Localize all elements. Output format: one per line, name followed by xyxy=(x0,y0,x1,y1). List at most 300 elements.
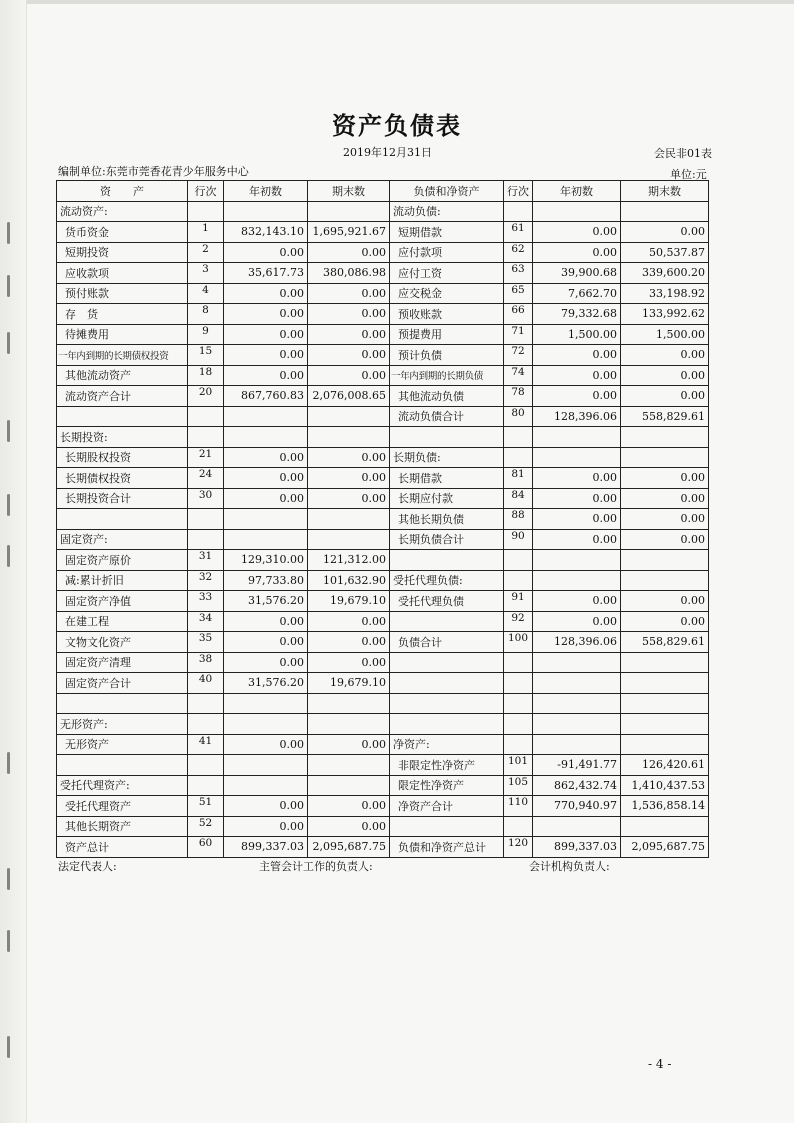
liability-line-no xyxy=(504,447,533,468)
asset-item xyxy=(57,755,188,776)
asset-ending-value xyxy=(308,201,390,222)
asset-beginning-value: 0.00 xyxy=(224,611,308,632)
reporting-unit: 编制单位:东莞市莞香花青少年服务中心 xyxy=(58,165,249,178)
table-row xyxy=(57,324,709,345)
table-row xyxy=(57,468,709,489)
asset-ending-value: 0.00 xyxy=(308,468,390,489)
liability-item: 负债合计 xyxy=(390,632,504,653)
liability-line-no: 91 xyxy=(504,591,533,612)
asset-ending-value: 0.00 xyxy=(308,816,390,837)
asset-beginning-value xyxy=(224,775,308,796)
liability-item xyxy=(390,550,504,571)
liability-item: 长期借款 xyxy=(390,468,504,489)
liability-item xyxy=(390,693,504,714)
asset-line-no: 30 xyxy=(188,488,224,509)
liability-ending-value: 0.00 xyxy=(621,345,709,366)
table-row xyxy=(57,304,709,325)
asset-ending-value: 0.00 xyxy=(308,324,390,345)
liability-item xyxy=(390,652,504,673)
liability-ending-value xyxy=(621,816,709,837)
liability-item: 应付款项 xyxy=(390,242,504,263)
header-assets: 资 产 xyxy=(57,181,188,202)
liability-line-no: 63 xyxy=(504,263,533,284)
liability-item: 预收账款 xyxy=(390,304,504,325)
liability-ending-value xyxy=(621,570,709,591)
liability-ending-value: 339,600.20 xyxy=(621,263,709,284)
asset-item: 无形资产: xyxy=(57,714,188,735)
liability-beginning-value: 79,332.68 xyxy=(533,304,621,325)
asset-beginning-value: 0.00 xyxy=(224,283,308,304)
liability-item: 长期负债合计 xyxy=(390,529,504,550)
liability-line-no: 84 xyxy=(504,488,533,509)
liability-item: 受托代理负债 xyxy=(390,591,504,612)
table-row xyxy=(57,263,709,284)
asset-beginning-value: 0.00 xyxy=(224,488,308,509)
asset-beginning-value: 0.00 xyxy=(224,324,308,345)
table-row xyxy=(57,406,709,427)
liability-line-no: 88 xyxy=(504,509,533,530)
liability-ending-value xyxy=(621,550,709,571)
table-row xyxy=(57,570,709,591)
liability-beginning-value xyxy=(533,201,621,222)
table-row xyxy=(57,242,709,263)
asset-beginning-value: 0.00 xyxy=(224,447,308,468)
binding-hole xyxy=(7,275,10,297)
report-date: 2019年12月31日 xyxy=(343,146,432,159)
liability-item: 应付工资 xyxy=(390,263,504,284)
liability-ending-value: 0.00 xyxy=(621,365,709,386)
header-beginning: 年初数 xyxy=(533,181,621,202)
liability-beginning-value: 0.00 xyxy=(533,345,621,366)
asset-item: 固定资产净值 xyxy=(57,591,188,612)
asset-line-no: 35 xyxy=(188,632,224,653)
asset-ending-value xyxy=(308,427,390,448)
liability-beginning-value: 128,396.06 xyxy=(533,632,621,653)
liability-beginning-value xyxy=(533,816,621,837)
liability-beginning-value: 1,500.00 xyxy=(533,324,621,345)
liability-item: 短期借款 xyxy=(390,222,504,243)
header-beginning: 年初数 xyxy=(224,181,308,202)
asset-item xyxy=(57,406,188,427)
liability-line-no xyxy=(504,652,533,673)
table-row xyxy=(57,365,709,386)
asset-item: 减:累计折旧 xyxy=(57,570,188,591)
liability-item: 净资产: xyxy=(390,734,504,755)
liability-ending-value: 558,829.61 xyxy=(621,632,709,653)
liability-item: 流动负债合计 xyxy=(390,406,504,427)
asset-line-no: 20 xyxy=(188,386,224,407)
table-row xyxy=(57,734,709,755)
asset-item: 固定资产: xyxy=(57,529,188,550)
document-title: 资产负债表 xyxy=(332,111,462,140)
liability-beginning-value: 128,396.06 xyxy=(533,406,621,427)
asset-line-no: 18 xyxy=(188,365,224,386)
liability-beginning-value xyxy=(533,652,621,673)
table-row xyxy=(57,775,709,796)
liability-beginning-value xyxy=(533,734,621,755)
liability-item: 受托代理负债: xyxy=(390,570,504,591)
liability-beginning-value: 0.00 xyxy=(533,488,621,509)
liability-ending-value: 0.00 xyxy=(621,611,709,632)
liability-item: 长期负债: xyxy=(390,447,504,468)
table-row xyxy=(57,488,709,509)
asset-ending-value xyxy=(308,509,390,530)
liability-ending-value: 0.00 xyxy=(621,468,709,489)
liability-beginning-value xyxy=(533,673,621,694)
liability-ending-value xyxy=(621,714,709,735)
asset-line-no: 31 xyxy=(188,550,224,571)
table-row xyxy=(57,529,709,550)
asset-beginning-value: 35,617.73 xyxy=(224,263,308,284)
asset-line-no: 34 xyxy=(188,611,224,632)
asset-item: 长期投资合计 xyxy=(57,488,188,509)
asset-beginning-value xyxy=(224,509,308,530)
asset-item: 流动资产合计 xyxy=(57,386,188,407)
binding-margin xyxy=(0,0,27,1123)
liability-ending-value: 33,198.92 xyxy=(621,283,709,304)
asset-item: 文物文化资产 xyxy=(57,632,188,653)
liability-ending-value: 0.00 xyxy=(621,591,709,612)
table-header-row xyxy=(57,181,709,202)
liability-item: 净资产合计 xyxy=(390,796,504,817)
asset-line-no: 24 xyxy=(188,468,224,489)
liability-item: 一年内到期的长期负债 xyxy=(390,365,504,386)
table-row xyxy=(57,796,709,817)
form-number: 会民非01表 xyxy=(654,147,712,160)
liability-item xyxy=(390,714,504,735)
asset-ending-value: 0.00 xyxy=(308,304,390,325)
table-row xyxy=(57,755,709,776)
asset-item: 应收款项 xyxy=(57,263,188,284)
asset-beginning-value: 899,337.03 xyxy=(224,837,308,858)
asset-item: 短期投资 xyxy=(57,242,188,263)
liability-beginning-value: 0.00 xyxy=(533,386,621,407)
asset-beginning-value: 31,576.20 xyxy=(224,673,308,694)
liability-line-no xyxy=(504,693,533,714)
asset-beginning-value xyxy=(224,201,308,222)
asset-item: 固定资产清理 xyxy=(57,652,188,673)
accounting-supervisor-label: 主管会计工作的负责人: xyxy=(259,860,373,873)
asset-ending-value xyxy=(308,529,390,550)
asset-item xyxy=(57,509,188,530)
liability-line-no: 62 xyxy=(504,242,533,263)
liability-ending-value xyxy=(621,447,709,468)
table-row xyxy=(57,345,709,366)
asset-ending-value: 2,095,687.75 xyxy=(308,837,390,858)
table-row xyxy=(57,447,709,468)
liability-ending-value xyxy=(621,693,709,714)
liability-item: 其他流动负债 xyxy=(390,386,504,407)
liability-beginning-value: 39,900.68 xyxy=(533,263,621,284)
liability-ending-value: 1,410,437.53 xyxy=(621,775,709,796)
table-row xyxy=(57,816,709,837)
asset-beginning-value: 129,310.00 xyxy=(224,550,308,571)
asset-ending-value: 121,312.00 xyxy=(308,550,390,571)
asset-ending-value xyxy=(308,755,390,776)
asset-line-no: 51 xyxy=(188,796,224,817)
asset-line-no: 15 xyxy=(188,345,224,366)
asset-beginning-value: 0.00 xyxy=(224,345,308,366)
asset-beginning-value xyxy=(224,714,308,735)
asset-beginning-value xyxy=(224,529,308,550)
liability-line-no xyxy=(504,816,533,837)
asset-line-no: 32 xyxy=(188,570,224,591)
header-line-no: 行次 xyxy=(504,181,533,202)
asset-item: 长期投资: xyxy=(57,427,188,448)
liability-line-no xyxy=(504,673,533,694)
asset-beginning-value: 97,733.80 xyxy=(224,570,308,591)
liability-line-no xyxy=(504,570,533,591)
liability-ending-value xyxy=(621,673,709,694)
liability-beginning-value: 0.00 xyxy=(533,365,621,386)
asset-line-no: 52 xyxy=(188,816,224,837)
table-row xyxy=(57,652,709,673)
liability-beginning-value: 0.00 xyxy=(533,611,621,632)
binding-hole xyxy=(7,545,10,567)
table-row xyxy=(57,591,709,612)
liability-beginning-value: 0.00 xyxy=(533,529,621,550)
asset-item xyxy=(57,693,188,714)
asset-line-no xyxy=(188,714,224,735)
liability-item: 非限定性净资产 xyxy=(390,755,504,776)
liability-item xyxy=(390,427,504,448)
liability-item: 预计负债 xyxy=(390,345,504,366)
liability-ending-value: 558,829.61 xyxy=(621,406,709,427)
page-number: - 4 - xyxy=(648,1057,672,1071)
table-row xyxy=(57,632,709,653)
asset-ending-value: 2,076,008.65 xyxy=(308,386,390,407)
binding-hole xyxy=(7,1036,10,1058)
asset-beginning-value xyxy=(224,755,308,776)
accounting-dept-head-label: 会计机构负责人: xyxy=(529,860,610,873)
binding-hole xyxy=(7,222,10,244)
asset-line-no: 4 xyxy=(188,283,224,304)
asset-item: 流动资产: xyxy=(57,201,188,222)
asset-item: 一年内到期的长期债权投资 xyxy=(57,345,188,366)
asset-ending-value: 0.00 xyxy=(308,488,390,509)
asset-ending-value: 101,632.90 xyxy=(308,570,390,591)
liability-item: 限定性净资产 xyxy=(390,775,504,796)
asset-beginning-value: 0.00 xyxy=(224,304,308,325)
asset-beginning-value xyxy=(224,406,308,427)
liability-line-no xyxy=(504,714,533,735)
asset-line-no: 38 xyxy=(188,652,224,673)
asset-item: 无形资产 xyxy=(57,734,188,755)
table-row xyxy=(57,386,709,407)
legal-representative-label: 法定代表人: xyxy=(58,860,117,873)
liability-line-no xyxy=(504,734,533,755)
asset-beginning-value: 0.00 xyxy=(224,365,308,386)
table-row xyxy=(57,837,709,858)
table-row xyxy=(57,673,709,694)
asset-item: 待摊费用 xyxy=(57,324,188,345)
asset-line-no xyxy=(188,427,224,448)
liability-item: 负债和净资产总计 xyxy=(390,837,504,858)
asset-ending-value: 1,695,921.67 xyxy=(308,222,390,243)
asset-beginning-value xyxy=(224,427,308,448)
currency-unit: 单位:元 xyxy=(670,168,707,181)
liability-line-no: 72 xyxy=(504,345,533,366)
liability-ending-value: 50,537.87 xyxy=(621,242,709,263)
liability-line-no: 74 xyxy=(504,365,533,386)
liability-line-no xyxy=(504,550,533,571)
liability-line-no: 61 xyxy=(504,222,533,243)
liability-line-no: 120 xyxy=(504,837,533,858)
asset-line-no: 8 xyxy=(188,304,224,325)
liability-line-no: 92 xyxy=(504,611,533,632)
liability-line-no: 90 xyxy=(504,529,533,550)
table-row xyxy=(57,222,709,243)
asset-ending-value: 0.00 xyxy=(308,345,390,366)
asset-beginning-value: 31,576.20 xyxy=(224,591,308,612)
asset-ending-value: 0.00 xyxy=(308,796,390,817)
liability-beginning-value xyxy=(533,447,621,468)
asset-line-no: 60 xyxy=(188,837,224,858)
liability-line-no: 78 xyxy=(504,386,533,407)
asset-beginning-value: 867,760.83 xyxy=(224,386,308,407)
asset-line-no xyxy=(188,755,224,776)
binding-hole xyxy=(7,752,10,774)
asset-item: 固定资产合计 xyxy=(57,673,188,694)
liability-beginning-value: 862,432.74 xyxy=(533,775,621,796)
asset-beginning-value xyxy=(224,693,308,714)
asset-ending-value xyxy=(308,406,390,427)
page-top-edge xyxy=(0,0,794,4)
binding-hole xyxy=(7,868,10,890)
liability-ending-value: 0.00 xyxy=(621,509,709,530)
liability-ending-value xyxy=(621,734,709,755)
liability-beginning-value: 0.00 xyxy=(533,242,621,263)
liability-ending-value: 1,500.00 xyxy=(621,324,709,345)
asset-ending-value: 0.00 xyxy=(308,283,390,304)
asset-ending-value: 0.00 xyxy=(308,632,390,653)
table-row xyxy=(57,427,709,448)
liability-line-no xyxy=(504,427,533,448)
liability-line-no xyxy=(504,201,533,222)
asset-line-no: 3 xyxy=(188,263,224,284)
asset-ending-value: 0.00 xyxy=(308,447,390,468)
asset-beginning-value: 0.00 xyxy=(224,242,308,263)
liability-line-no: 105 xyxy=(504,775,533,796)
asset-line-no: 9 xyxy=(188,324,224,345)
liability-ending-value: 0.00 xyxy=(621,386,709,407)
asset-item: 货币资金 xyxy=(57,222,188,243)
asset-line-no: 1 xyxy=(188,222,224,243)
asset-beginning-value: 0.00 xyxy=(224,468,308,489)
asset-ending-value: 0.00 xyxy=(308,242,390,263)
liability-line-no: 81 xyxy=(504,468,533,489)
asset-line-no: 2 xyxy=(188,242,224,263)
binding-hole xyxy=(7,494,10,516)
asset-line-no xyxy=(188,775,224,796)
asset-line-no xyxy=(188,529,224,550)
liability-item: 长期应付款 xyxy=(390,488,504,509)
header-line-no: 行次 xyxy=(188,181,224,202)
binding-hole xyxy=(7,420,10,442)
liability-item xyxy=(390,816,504,837)
liability-beginning-value: -91,491.77 xyxy=(533,755,621,776)
liability-item: 预提费用 xyxy=(390,324,504,345)
asset-ending-value: 0.00 xyxy=(308,652,390,673)
binding-hole xyxy=(7,930,10,952)
asset-item: 固定资产原价 xyxy=(57,550,188,571)
liability-item: 其他长期负债 xyxy=(390,509,504,530)
asset-item: 存 货 xyxy=(57,304,188,325)
liability-ending-value: 2,095,687.75 xyxy=(621,837,709,858)
liability-line-no: 80 xyxy=(504,406,533,427)
liability-ending-value: 0.00 xyxy=(621,488,709,509)
liability-beginning-value: 0.00 xyxy=(533,509,621,530)
asset-beginning-value: 0.00 xyxy=(224,734,308,755)
asset-beginning-value: 0.00 xyxy=(224,652,308,673)
asset-item: 预付账款 xyxy=(57,283,188,304)
liability-beginning-value: 0.00 xyxy=(533,468,621,489)
header-ending: 期末数 xyxy=(308,181,390,202)
liability-beginning-value xyxy=(533,570,621,591)
liability-item: 流动负债: xyxy=(390,201,504,222)
liability-line-no: 66 xyxy=(504,304,533,325)
asset-ending-value xyxy=(308,714,390,735)
asset-ending-value: 380,086.98 xyxy=(308,263,390,284)
binding-hole xyxy=(7,332,10,354)
header-liabilities: 负债和净资产 xyxy=(390,181,504,202)
asset-line-no: 21 xyxy=(188,447,224,468)
asset-line-no: 40 xyxy=(188,673,224,694)
liability-ending-value xyxy=(621,427,709,448)
asset-beginning-value: 0.00 xyxy=(224,796,308,817)
liability-ending-value: 126,420.61 xyxy=(621,755,709,776)
header-ending: 期末数 xyxy=(621,181,709,202)
table-row xyxy=(57,509,709,530)
asset-ending-value: 0.00 xyxy=(308,365,390,386)
liability-beginning-value: 899,337.03 xyxy=(533,837,621,858)
liability-beginning-value xyxy=(533,550,621,571)
asset-line-no xyxy=(188,201,224,222)
table-row xyxy=(57,201,709,222)
liability-line-no: 110 xyxy=(504,796,533,817)
table-row xyxy=(57,283,709,304)
asset-line-no xyxy=(188,406,224,427)
asset-ending-value: 0.00 xyxy=(308,734,390,755)
asset-item: 其他长期资产 xyxy=(57,816,188,837)
asset-ending-value: 19,679.10 xyxy=(308,673,390,694)
table-row xyxy=(57,611,709,632)
asset-ending-value xyxy=(308,693,390,714)
asset-ending-value: 19,679.10 xyxy=(308,591,390,612)
asset-item: 受托代理资产: xyxy=(57,775,188,796)
liability-item: 应交税金 xyxy=(390,283,504,304)
liability-line-no: 101 xyxy=(504,755,533,776)
liability-ending-value: 1,536,858.14 xyxy=(621,796,709,817)
asset-item: 其他流动资产 xyxy=(57,365,188,386)
asset-beginning-value: 0.00 xyxy=(224,816,308,837)
asset-ending-value xyxy=(308,775,390,796)
asset-item: 受托代理资产 xyxy=(57,796,188,817)
liability-beginning-value xyxy=(533,714,621,735)
liability-ending-value: 133,992.62 xyxy=(621,304,709,325)
liability-beginning-value: 7,662.70 xyxy=(533,283,621,304)
liability-line-no: 71 xyxy=(504,324,533,345)
liability-line-no: 100 xyxy=(504,632,533,653)
liability-beginning-value: 770,940.97 xyxy=(533,796,621,817)
asset-item: 资产总计 xyxy=(57,837,188,858)
asset-line-no: 33 xyxy=(188,591,224,612)
balance-sheet-table xyxy=(56,180,709,858)
table-row xyxy=(57,693,709,714)
asset-ending-value: 0.00 xyxy=(308,611,390,632)
asset-beginning-value: 832,143.10 xyxy=(224,222,308,243)
asset-beginning-value: 0.00 xyxy=(224,632,308,653)
